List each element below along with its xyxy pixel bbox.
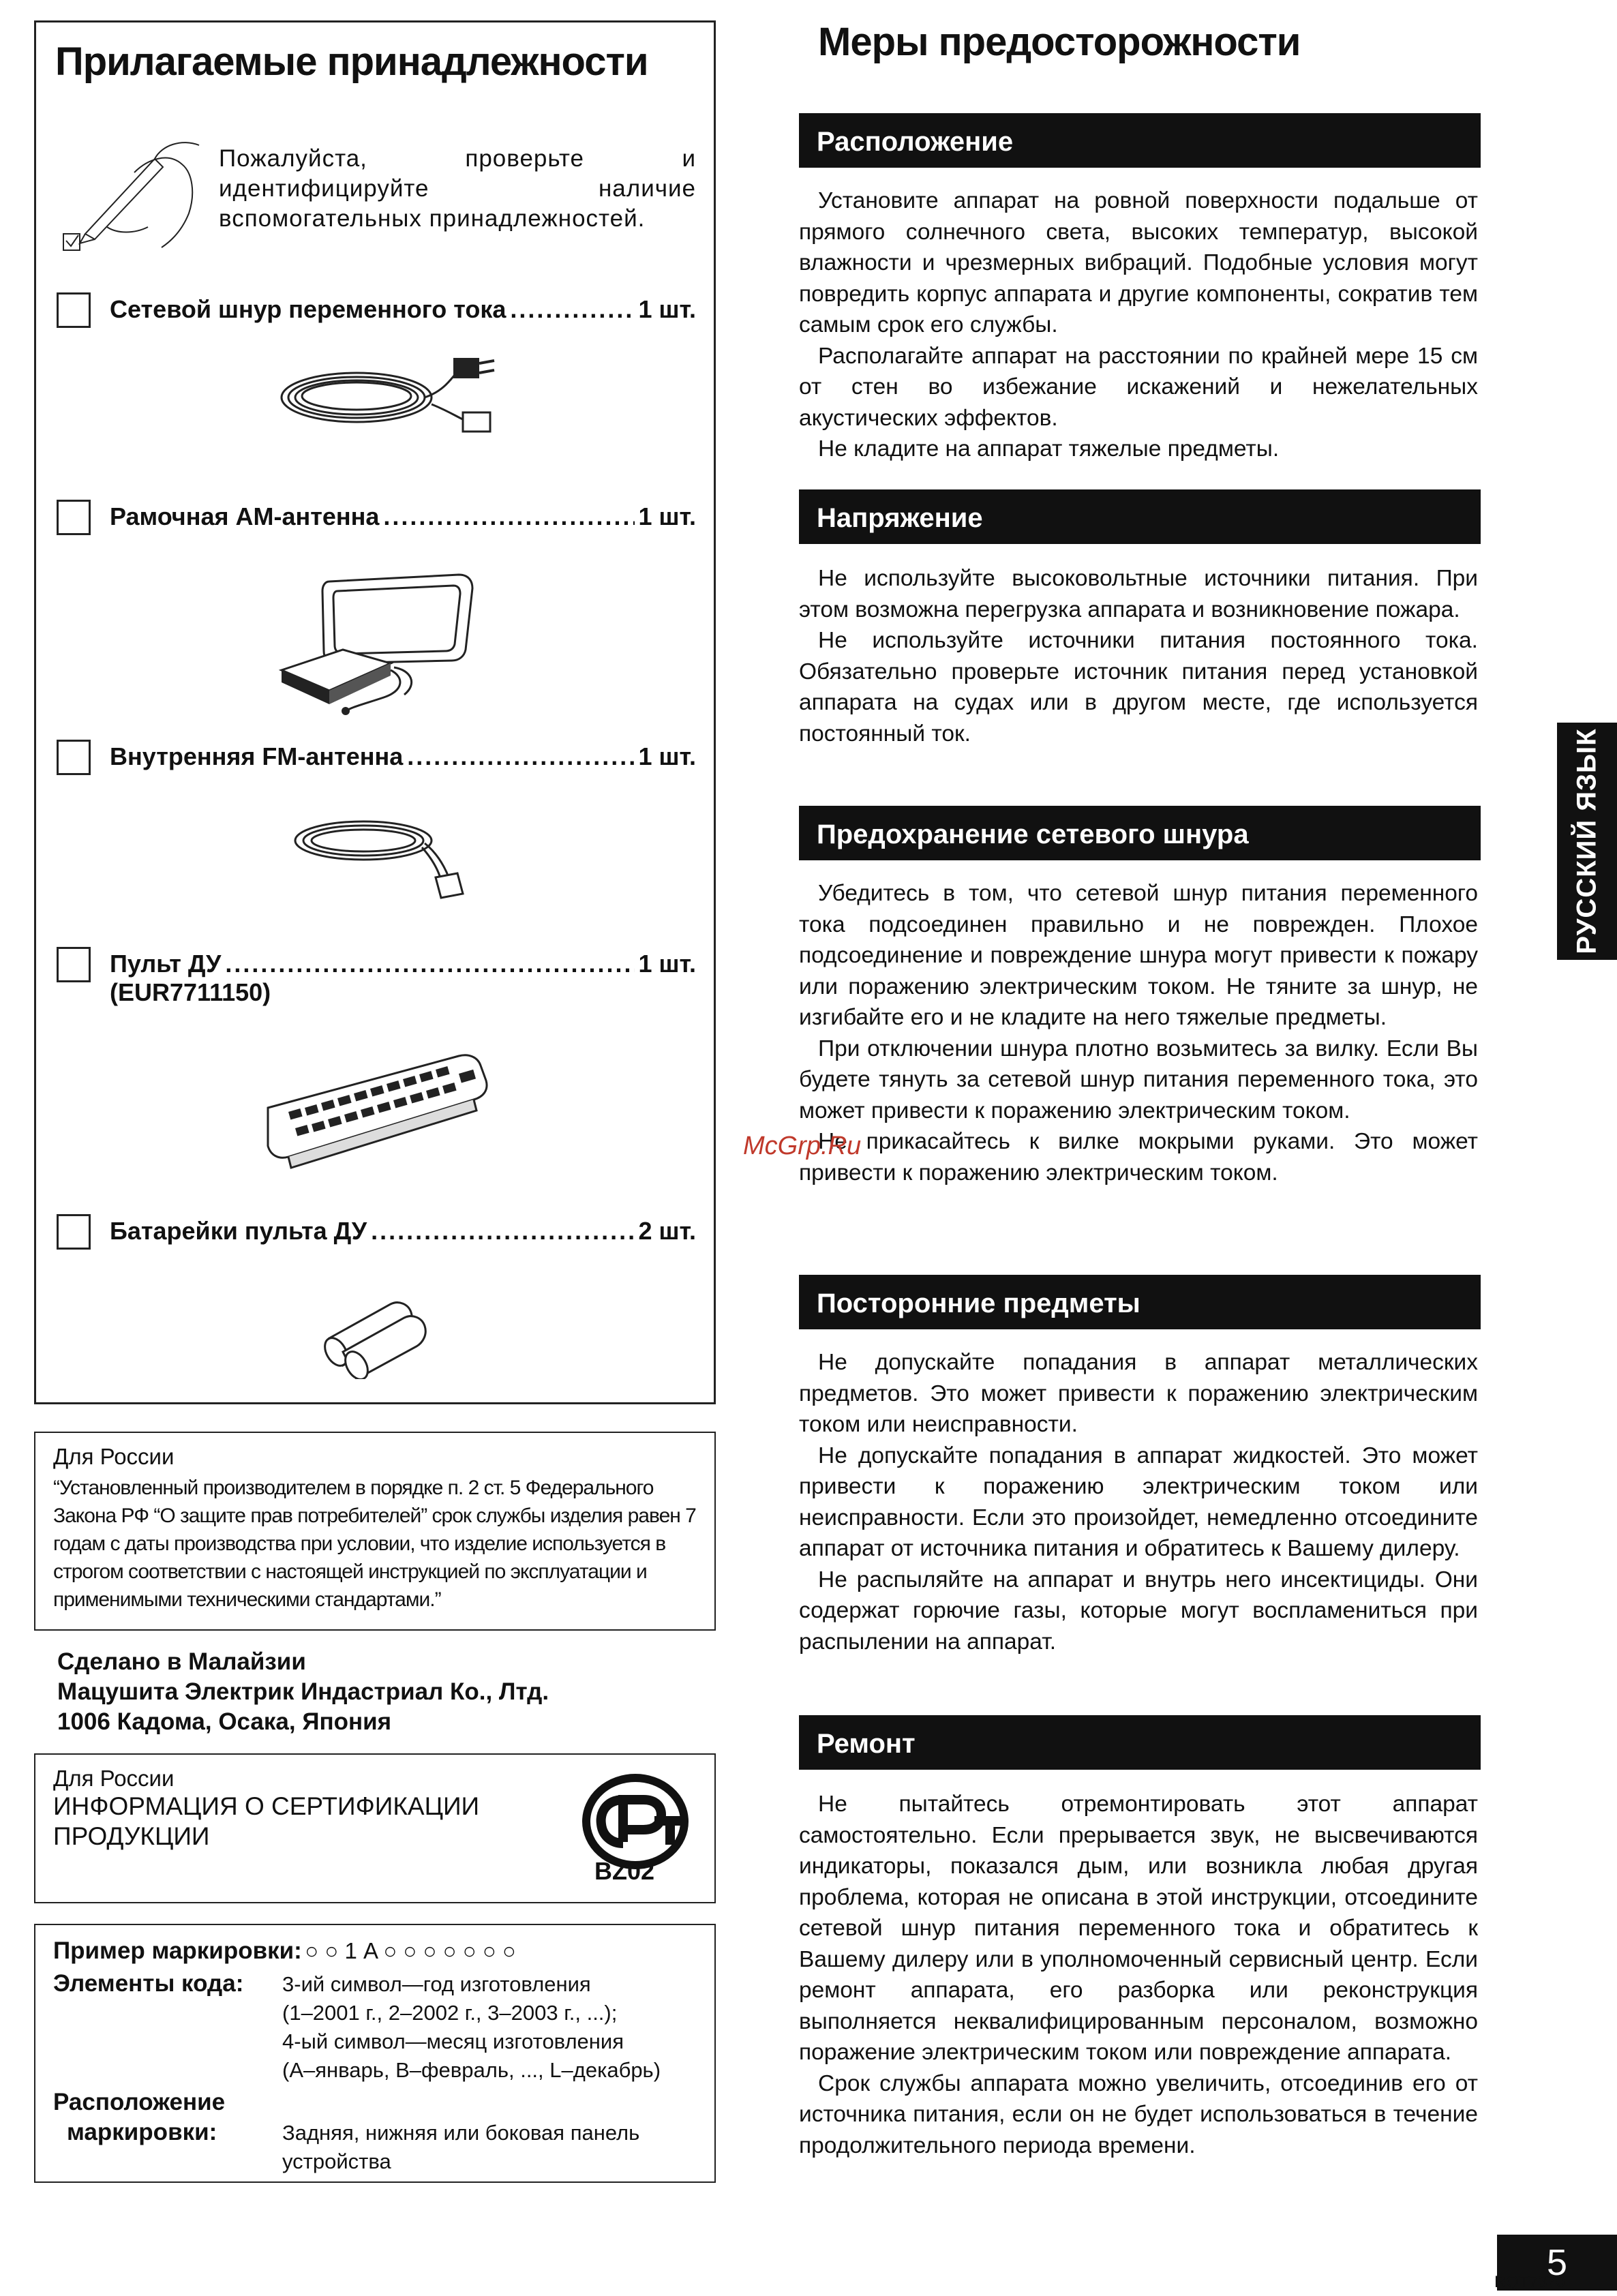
accessory-item-am-antenna [57, 500, 697, 541]
section-body-foreign-objects [799, 1347, 1478, 1657]
info-text: “Установленный производителем в порядке п. 2 ст. 5 Федерального Закона РФ “О защите прав потребителей” срок службы изделия равен 7 годам с даты производства при условии, что изделие используется в строгом соответствии с настоящей инструкцией по эксплуатации и применимыми техническими стандартами.” [53, 1477, 696, 1611]
cert-code: BZ02 [594, 1857, 655, 1885]
marking-location-line: Задняя, нижняя или боковая панель [282, 2121, 640, 2145]
section-body-voltage [799, 563, 1478, 749]
accessory-label: Пульт ДУ [110, 950, 222, 978]
paragraph: Не используйте высоковольтные источники питания. При этом возможна перегрузка аппарата и возникновение пожара. [799, 566, 1478, 622]
accessory-item-remote [57, 947, 697, 1022]
pen-checkmark-icon [52, 132, 216, 268]
rst-certification-mark-icon [581, 1774, 690, 1869]
batteries-icon [316, 1290, 438, 1379]
fm-antenna-icon [288, 800, 466, 902]
section-body-repair [799, 1789, 1478, 2161]
paragraph: Не прикасайтесь к вилке мокрыми руками. Это может привести к поражению электрическим током. [799, 1129, 1478, 1185]
marking-elements-label: Элементы кода: [53, 1970, 244, 1997]
accessory-quantity: 1 шт. [638, 502, 696, 530]
remote-model-code: (EUR7711150) [110, 978, 271, 1006]
leader-dots [225, 950, 634, 978]
accessory-checkbox[interactable] [57, 1214, 91, 1250]
marking-example-label: Пример маркировки: [53, 1937, 302, 1964]
paragraph: Не допускайте попадания в аппарат металлических предметов. Это может привести к поражению электрическим током или неисправности. [799, 1350, 1478, 1437]
section-heading-location: Расположение [799, 113, 1481, 168]
accessory-item-fm-antenna [57, 740, 697, 781]
russia-service-life-box [34, 1432, 716, 1631]
accessory-checkbox[interactable] [57, 740, 91, 775]
accessory-label-row [110, 742, 696, 771]
marking-example-value: ○ ○ 1 A ○ ○ ○ ○ ○ ○ ○ [305, 1938, 516, 1963]
language-side-tab-label: РУССКИЙ ЯЗЫК [1571, 728, 1602, 954]
intro-line: Пожалуйста, проверьте и [219, 145, 696, 172]
paragraph: Убедитесь в том, что сетевой шнур питания переменного тока подсоединен правильно и не поврежден. Плохое подсоединение и повреждение шнура могут привести к пожару или поражению электрическим током. Не тяните за шнур, не изгибайте его и не кладите на него тяжелые предметы. [799, 881, 1478, 1030]
leader-dots [371, 1217, 634, 1245]
marking-element-line: (1–2001 г., 2–2002 г., 3–2003 г., ...); [282, 2001, 618, 2025]
marking-location-label [53, 2087, 225, 2147]
accessory-label: Внутренняя FM-антенна [110, 742, 404, 770]
marking-location-label-line: Расположение [53, 2089, 226, 2115]
precautions-title: Меры предосторожности [818, 20, 1301, 64]
marking-location-list [282, 2119, 639, 2176]
accessory-checkbox[interactable] [57, 500, 91, 535]
section-body-cord-protection [799, 878, 1478, 1188]
section-heading-repair: Ремонт [799, 1715, 1481, 1770]
remote-control-icon [261, 1042, 493, 1179]
accessory-label-row [110, 950, 696, 978]
accessory-label: Батарейки пульта ДУ [110, 1217, 367, 1245]
marking-element-line: (A–январь, B–февраль, ..., L–декабрь) [282, 2058, 661, 2082]
paragraph: При отключении шнура плотно возьмитесь за вилку. Если Вы будете тянуть за сетевой шнур питания переменного тока, это может привести к поражению электрическим током. [799, 1036, 1478, 1123]
accessories-intro [219, 144, 696, 234]
marking-element-line: 3-ий символ—год изготовления [282, 1972, 591, 1996]
section-heading-voltage: Напряжение [799, 489, 1481, 544]
paragraph: Не пытайтесь отремонтировать этот аппарат самостоятельно. Если прерывается звук, не высвечиваются индикаторы, показался дым, или возникла любая другая проблема, которая не описана в этой инструкции, отсоедините сетевой шнур питания переменного тока и обратитесь к Вашему дилеру или в уполномоченный сервисный центр. Если ремонт аппарата, его разборка или реконструкция выполняется неквалифицированным персоналом, возможно поражение электрическим током или повреждение аппарата. [799, 1792, 1478, 2065]
accessory-checkbox[interactable] [57, 292, 91, 328]
marking-element-line: 4-ый символ—месяц изготовления [282, 2029, 624, 2053]
accessories-box [34, 20, 716, 1404]
accessory-quantity: 1 шт. [638, 742, 696, 770]
info-heading: Для России [53, 1444, 175, 1469]
section-heading-foreign-objects: Посторонние предметы [799, 1275, 1481, 1329]
paragraph: Располагайте аппарат на расстоянии по крайней мере 15 см от стен во избежание искажений и нежелательных акустических эффектов. [799, 343, 1478, 431]
page-number: 5 [1497, 2235, 1617, 2291]
accessory-label-row [110, 502, 696, 531]
intro-line: идентифицируйте наличие [219, 175, 696, 202]
marking-elements-list [282, 1970, 661, 2085]
cert-title: ИНФОРМАЦИЯ О СЕРТИФИКАЦИИ ПРОДУКЦИИ [53, 1792, 480, 1850]
intro-line: вспомогательных принадлежностей. [219, 205, 646, 232]
paragraph: Не кладите на аппарат тяжелые предметы. [818, 436, 1280, 462]
accessory-item-ac-cord [57, 292, 697, 333]
manufacturer-block [57, 1647, 549, 1737]
certification-box [34, 1753, 716, 1903]
accessory-label: Рамочная АМ-антенна [110, 502, 380, 530]
document-code: RQT7370 [1494, 2273, 1566, 2291]
marking-location-line: устройства [282, 2149, 391, 2173]
accessories-title: Прилагаемые принадлежности [55, 40, 648, 84]
ac-cord-icon [275, 350, 500, 438]
marking-box [34, 1924, 716, 2183]
paragraph: Установите аппарат на ровной поверхности подальше от прямого солнечного света, высоких температур, высокой влажности и чрезмерных вибраций. Подобные условия могут повредить корпус аппарата и другие компоненты, сократив тем самым срок его службы. [799, 188, 1478, 337]
section-heading-cord-protection: Предохранение сетевого шнура [799, 806, 1481, 860]
address-line: 1006 Кадома, Осака, Япония [57, 1708, 392, 1735]
am-loop-antenna-icon [275, 561, 493, 718]
accessory-quantity: 1 шт. [638, 295, 696, 323]
paragraph: Не допускайте попадания в аппарат жидкостей. Это может привести к поражению электрическим током или неисправности. Если это произойдет, немедленно отсоедините аппарат от источника питания и обратитесь к Вашему дилеру. [799, 1442, 1478, 1561]
made-in-line: Сделано в Малайзии [57, 1648, 306, 1675]
cert-heading: Для России [53, 1766, 175, 1791]
leader-dots [510, 295, 634, 324]
accessory-label-row [110, 295, 696, 324]
accessory-label-row [110, 1217, 696, 1245]
accessory-item-batteries [57, 1214, 697, 1255]
paragraph: Не используйте источники питания постоянного тока. Обязательно проверьте источник питания перед установкой аппарата на судах или в другом месте, где используется постоянный ток. [799, 628, 1478, 746]
accessory-quantity: 1 шт. [638, 950, 696, 978]
section-body-location [799, 185, 1478, 465]
language-side-tab [1557, 723, 1617, 960]
marking-location-label-line: маркировки: [67, 2119, 217, 2145]
leader-dots [383, 502, 634, 531]
leader-dots [407, 742, 634, 771]
accessory-label: Сетевой шнур переменного тока [110, 295, 507, 323]
accessory-quantity: 2 шт. [638, 1217, 696, 1245]
marking-example-row [53, 1937, 697, 1965]
watermark: McGrp.Ru [743, 1132, 862, 1160]
manufacturer-line: Мацушита Электрик Индастриал Ко., Лтд. [57, 1678, 549, 1705]
paragraph: Срок службы аппарата можно увеличить, отсоединив его от источника питания, если он не будет использоваться в течение продолжительного периода времени. [799, 2070, 1478, 2158]
paragraph: Не распыляйте на аппарат и внутрь него инсектициды. Они содержат горючие газы, которые могут воспламениться при распылении на аппарат. [799, 1567, 1478, 1655]
accessory-checkbox[interactable] [57, 947, 91, 982]
